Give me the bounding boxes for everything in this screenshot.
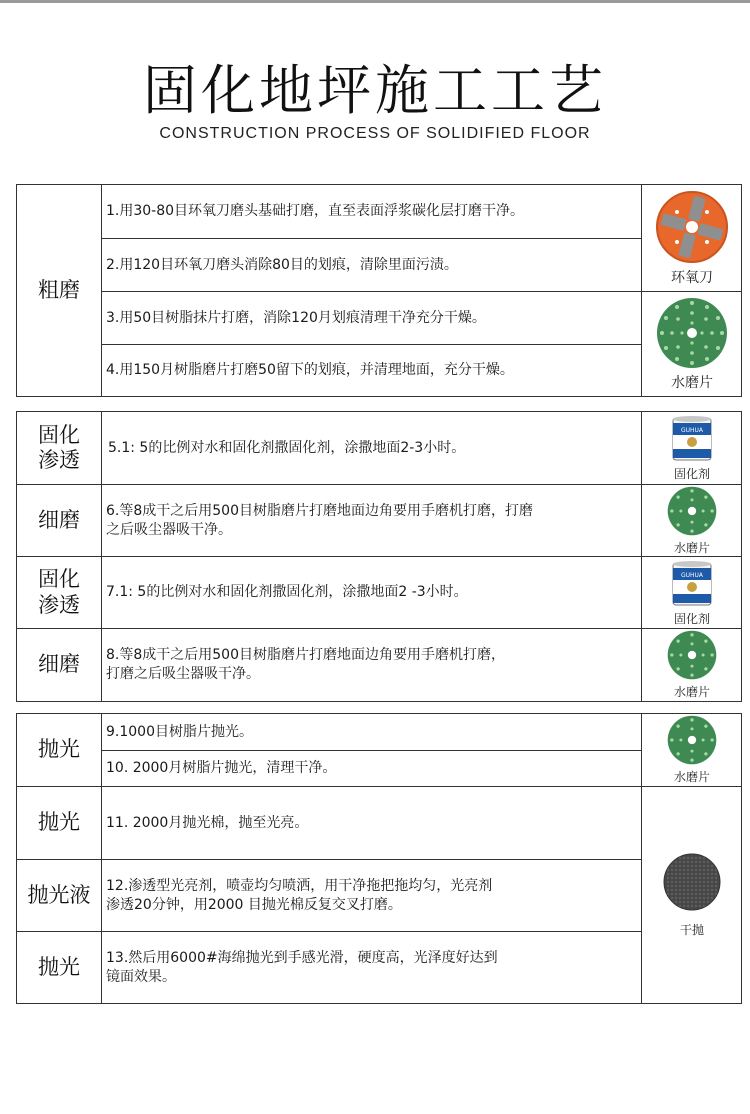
tool-curing-agent-2 (642, 557, 742, 628)
step-12: 12.渗透型光亮剂，喷壶均匀喷洒，用干净拖把拖均匀，光亮剂 渗透20分钟，用2000 目抛光棉反复交叉打磨。 (106, 877, 493, 913)
polishing-table (16, 713, 742, 1004)
tool-dry-polish-pad (642, 787, 742, 1003)
can-label-text: GUHUA (680, 571, 704, 579)
water-grinding-pad-icon (667, 630, 717, 680)
category-fine-grinding-2: 细磨 (38, 652, 80, 677)
step-13: 13.然后用6000#海绵抛光到手感光滑，硬度高，光泽度好达到 镜面效果。 (106, 949, 498, 985)
step-10: 10. 2000月树脂片抛光，清理干净。 (106, 760, 337, 777)
can-label-text: GUHUA (680, 427, 704, 434)
category-polishing-2: 抛光 (38, 810, 80, 835)
page-title: 固化地坪施工工艺 (143, 59, 607, 122)
tool-label-epoxy: 环氧刀 (671, 269, 713, 286)
tool-label-water-pad: 水磨片 (671, 374, 713, 391)
tool-epoxy-disc (642, 185, 742, 291)
top-border (0, 0, 750, 3)
step-1: 1.用30-80目环氧刀磨头基础打磨，直至表面浮浆碳化层打磨干净。 (106, 203, 525, 220)
fine-grinding-table (16, 411, 742, 702)
step-5: 5.1: 5的比例对水和固化剂撒固化剂，涂撒地面2-3小时。 (108, 439, 466, 456)
step-11: 11. 2000月抛光棉，抛至光亮。 (106, 814, 309, 831)
curing-agent-can-icon (670, 414, 714, 462)
category-polishing-liquid: 抛光液 (27, 882, 91, 907)
tool-water-pad-2 (642, 485, 742, 556)
tool-label-curing-1: 固化剂 (673, 467, 710, 481)
category-fine-grinding: 细磨 (38, 507, 80, 532)
tool-label-curing-2: 固化剂 (673, 611, 710, 626)
epoxy-grinding-disc-icon (655, 190, 729, 264)
page-subtitle: CONSTRUCTION PROCESS OF SOLIDIFIED FLOOR (159, 125, 591, 142)
step-2: 2.用120目环氧刀磨头消除80目的划痕，清除里面污渍。 (106, 256, 458, 273)
category-polishing-3: 抛光 (38, 954, 80, 979)
step-6: 6.等8成干之后用500目树脂磨片打磨地面边角要用手磨机打磨，打磨 之后吸尘器吸干净。 (106, 502, 533, 538)
tool-water-pad-3 (642, 629, 742, 701)
category-curing-2: 固化 渗透 (38, 567, 80, 617)
curing-agent-can-icon (670, 559, 714, 607)
tool-label-dry-pad: 干抛 (679, 922, 704, 937)
step-3: 3.用50目树脂抹片打磨，消除120月划痕清理干净充分干燥。 (106, 309, 486, 326)
tool-label-water-pad-4: 水磨片 (673, 770, 710, 784)
step-8: 8.等8成干之后用500目树脂磨片打磨地面边角要用手磨机打磨， 打磨之后吸尘器吸干净。 (106, 647, 505, 682)
water-grinding-pad-icon (667, 715, 717, 765)
step-9: 9.1000目树脂片抛光。 (106, 723, 253, 740)
tool-curing-agent-1 (642, 412, 742, 484)
step-7: 7.1: 5的比例对水和固化剂撒固化剂，涂撒地面2 -3小时。 (106, 584, 468, 601)
water-grinding-pad-icon (667, 486, 717, 536)
category-rough-grinding: 粗磨 (38, 277, 80, 302)
tool-water-pad-1 (642, 292, 742, 396)
tool-label-water-pad-2: 水磨片 (673, 540, 710, 555)
rough-grinding-table (16, 184, 742, 397)
water-grinding-pad-icon (656, 297, 728, 369)
tool-label-water-pad-3: 水磨片 (673, 685, 710, 699)
category-curing: 固化 渗透 (38, 422, 80, 472)
dry-polishing-pad-icon (663, 853, 721, 911)
step-4: 4.用150月树脂磨片打磨50留下的划痕，并清理地面，充分干燥。 (106, 362, 514, 379)
category-polishing-1: 抛光 (38, 737, 80, 762)
tool-water-pad-4 (642, 714, 742, 786)
